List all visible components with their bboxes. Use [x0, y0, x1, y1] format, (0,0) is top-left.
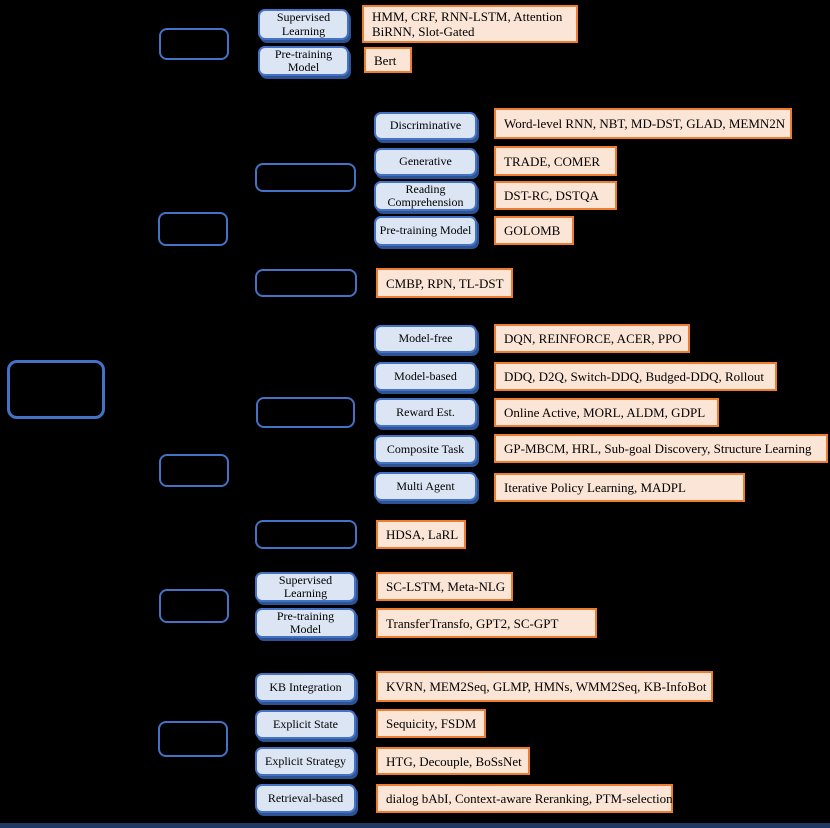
policy-category-multi-agent-box: Multi Agent [374, 472, 477, 501]
policy-category-model-free-box: Model-free [374, 325, 477, 353]
policy-category-reward-est-box: Reward Est. [374, 398, 477, 427]
dst-other-methods-box: CMBP, RPN, TL-DST [376, 268, 513, 298]
nlu-module-box [159, 28, 229, 60]
dst-branch-box-2 [255, 269, 357, 297]
policy-category-composite-task-box: Composite Task [374, 435, 477, 464]
e2e-explicit-strategy-methods-box: HTG, Decouple, BoSsNet [376, 747, 530, 775]
dst-category-discriminative-box: Discriminative [374, 112, 477, 140]
policy-other-methods-box: HDSA, LaRL [376, 520, 466, 549]
policy-branch-box-1 [256, 397, 355, 428]
bottom-border-line [0, 823, 830, 828]
policy-category-model-based-box: Model-based [374, 362, 477, 391]
nlu-category-pretraining-box: Pre-training Model [258, 46, 349, 76]
dst-category-generative-box: Generative [374, 148, 477, 176]
dst-category-reading-comprehension-box: Reading Comprehension [374, 181, 477, 211]
nlg-module-box [159, 589, 229, 623]
nlg-supervised-methods-box: SC-LSTM, Meta-NLG [376, 572, 513, 601]
e2e-category-explicit-strategy-box: Explicit Strategy [255, 747, 356, 776]
e2e-retrieval-based-methods-box: dialog bAbI, Context-aware Reranking, PTM-selection [376, 784, 673, 813]
nlg-category-pretraining-box: Pre-training Model [255, 608, 356, 638]
dst-generative-methods-box: TRADE, COMER [494, 146, 617, 176]
nlu-pretraining-methods-box: Bert [364, 47, 412, 73]
nlg-category-supervised-learning-box: Supervised Learning [255, 572, 356, 602]
dst-reading-comprehension-methods-box: DST-RC, DSTQA [494, 181, 617, 210]
policy-model-free-methods-box: DQN, REINFORCE, ACER, PPO [494, 324, 690, 353]
root-node-box [7, 360, 105, 419]
policy-module-box [159, 454, 229, 487]
e2e-kb-integration-methods-box: KVRN, MEM2Seq, GLMP, HMNs, WMM2Seq, KB-InfoBot [376, 671, 713, 702]
policy-composite-task-methods-box: GP-MBCM, HRL, Sub-goal Discovery, Structure Learning [494, 434, 828, 463]
e2e-category-explicit-state-box: Explicit State [255, 710, 356, 739]
dst-module-box [158, 212, 228, 246]
policy-model-based-methods-box: DDQ, D2Q, Switch-DDQ, Budged-DDQ, Rollout [494, 362, 777, 391]
nlu-category-supervised-learning-box: Supervised Learning [258, 9, 349, 40]
e2e-category-retrieval-based-box: Retrieval-based [255, 784, 356, 813]
policy-multi-agent-methods-box: Iterative Policy Learning, MADPL [494, 473, 745, 502]
e2e-category-kb-integration-box: KB Integration [255, 673, 356, 702]
dst-discriminative-methods-box: Word-level RNN, NBT, MD-DST, GLAD, MEMN2N [494, 108, 792, 139]
dst-pretraining-methods-box: GOLOMB [494, 216, 574, 245]
policy-reward-est-methods-box: Online Active, MORL, ALDM, GDPL [494, 398, 719, 427]
e2e-module-box [158, 721, 228, 757]
nlg-pretraining-methods-box: TransferTransfo, GPT2, SC-GPT [376, 608, 597, 638]
policy-branch-box-2 [255, 520, 357, 549]
dst-branch-box-1 [255, 163, 356, 192]
dst-category-pretraining-box: Pre-training Model [374, 216, 477, 246]
nlu-supervised-methods-box: HMM, CRF, RNN-LSTM, Attention BiRNN, Slot-Gated [362, 5, 578, 43]
e2e-explicit-state-methods-box: Sequicity, FSDM [376, 709, 486, 738]
